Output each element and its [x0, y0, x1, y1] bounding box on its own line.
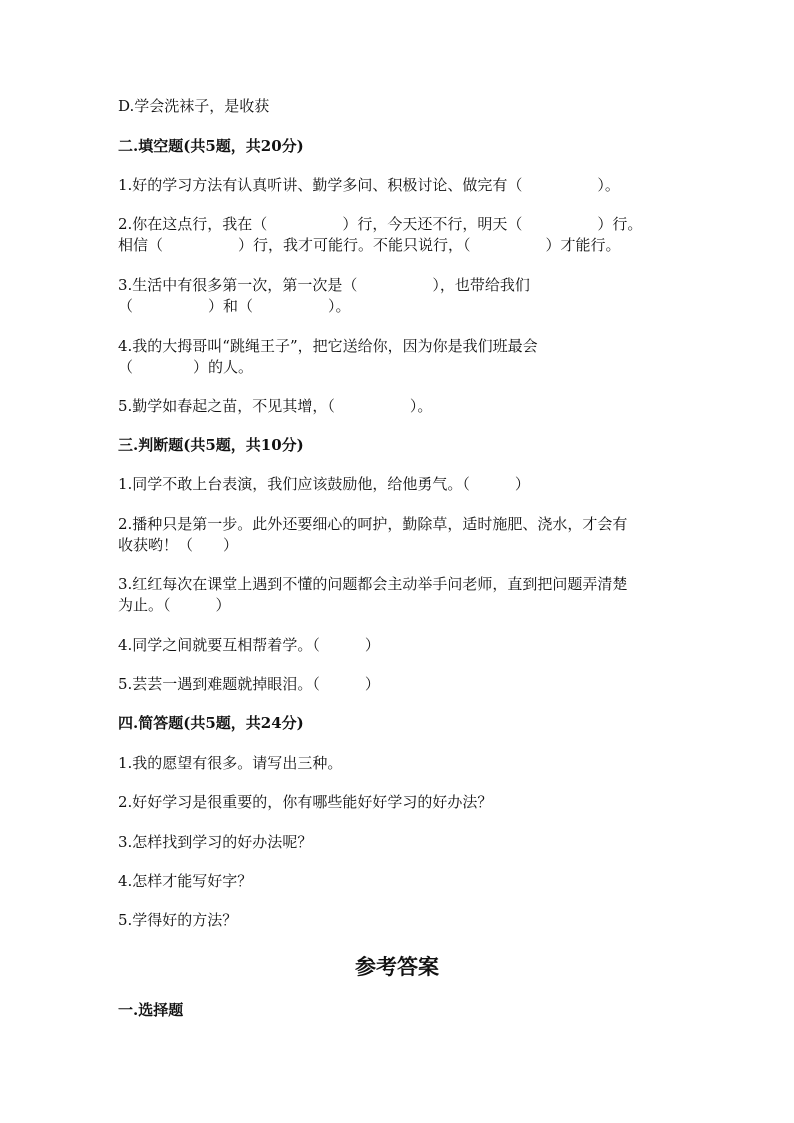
judge-question-2-line-2: 收获哟！（ ） — [118, 536, 239, 554]
judge-question-3-line-2: 为止。（ ） — [118, 596, 231, 614]
short-question-5: 5.学得好的方法？ — [118, 911, 238, 929]
short-question-3: 3.怎样找到学习的好办法呢？ — [118, 833, 313, 851]
fill-question-3-line-2: （ ）和（ ）。 — [118, 297, 351, 315]
fill-question-5: 5.勤学如春起之苗，不见其增，（ ）。 — [118, 397, 433, 415]
fill-question-2-line-1: 2.你在这点行，我在（ ）行，今天还不行，明天（ ）行。 — [118, 215, 643, 233]
judge-question-5: 5.芸芸一遇到难题就掉眼泪。（ ） — [118, 675, 380, 693]
fill-question-4-line-2: （ ）的人。 — [118, 358, 254, 376]
judge-question-3-line-1: 3.红红每次在课堂上遇到不懂的问题都会主动举手问老师，直到把问题弄清楚 — [118, 575, 628, 593]
short-question-1: 1.我的愿望有很多。请写出三种。 — [118, 754, 343, 772]
judge-question-1: 1.同学不敢上台表演，我们应该鼓励他，给他勇气。（ ） — [118, 475, 530, 493]
short-question-4: 4.怎样才能写好字？ — [118, 872, 253, 890]
answer-section-heading-choice: 一.选择题 — [118, 1001, 184, 1019]
section-heading-judge: 三.判断题(共5题，共10分) — [118, 436, 304, 454]
option-d: D.学会洗袜子，是收获 — [118, 97, 270, 115]
fill-question-4-line-1: 4.我的大拇哥叫“跳绳王子”，把它送给你，因为你是我们班最会 — [118, 337, 538, 355]
judge-question-2-line-1: 2.播种只是第一步。此外还要细心的呵护，勤除草，适时施肥、浇水，才会有 — [118, 515, 628, 533]
fill-question-3-line-1: 3.生活中有很多第一次，第一次是（ ），也带给我们 — [118, 276, 530, 294]
section-heading-fill-blank: 二.填空题(共5题，共20分) — [118, 137, 304, 155]
section-heading-short-answer: 四.简答题(共5题，共24分) — [118, 714, 304, 732]
fill-question-1: 1.好的学习方法有认真听讲、勤学多问、积极讨论、做完有（ ）。 — [118, 176, 620, 194]
short-question-2: 2.好好学习是很重要的，你有哪些能好好学习的好办法？ — [118, 793, 493, 811]
judge-question-4: 4.同学之间就要互相帮着学。（ ） — [118, 636, 380, 654]
fill-question-2-line-2: 相信（ ）行，我才可能行。不能只说行，（ ）才能行。 — [118, 236, 621, 254]
answer-key-title: 参考答案 — [355, 954, 439, 979]
